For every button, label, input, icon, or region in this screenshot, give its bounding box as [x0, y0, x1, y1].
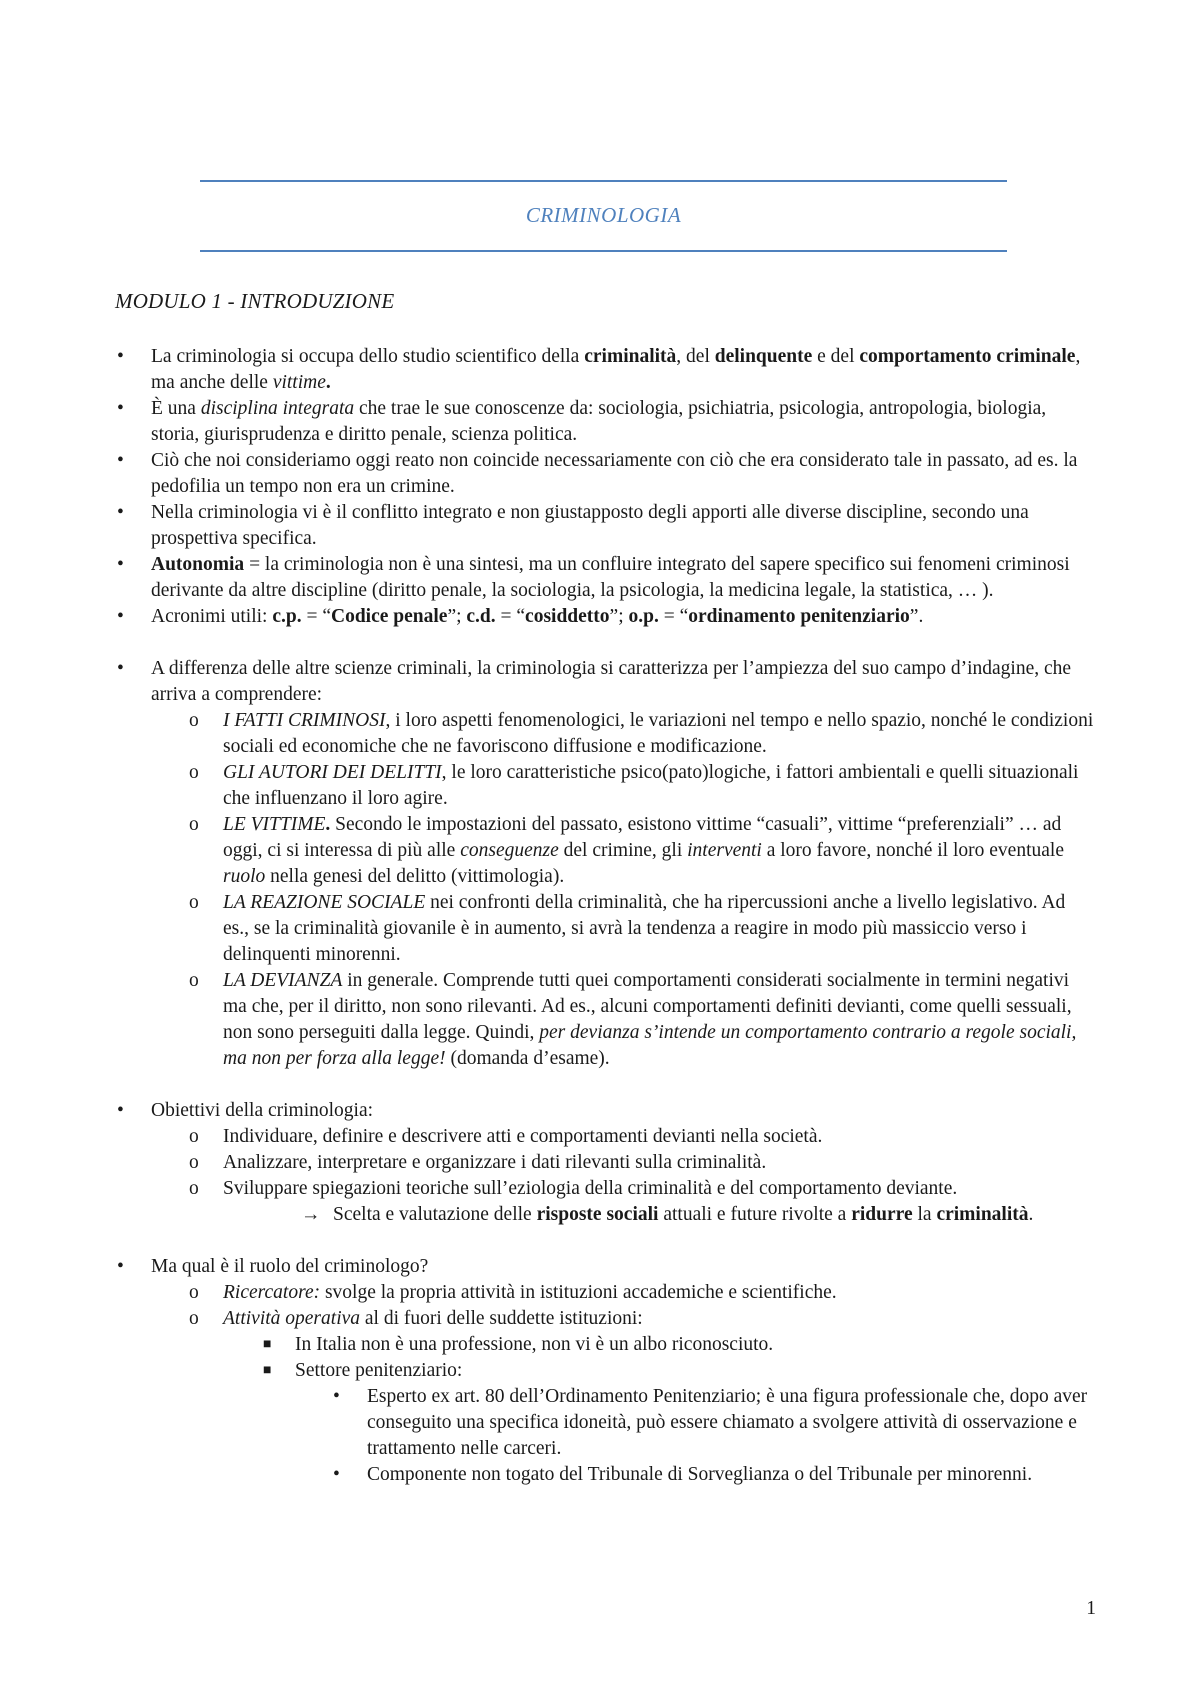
bullet-icon: •: [117, 1256, 124, 1277]
list-item: • Ciò che noi consideriamo oggi reato non coincide necessariamente con ciò che era considerato tale in passato, ad es. la pedofilia un tempo non era un crimine.: [117, 450, 1078, 497]
bullet-icon: •: [117, 658, 124, 679]
sub-sub-list-item: ■ In Italia non è una professione, non vi è un albo riconosciuto.: [259, 1332, 1095, 1358]
list-item: • È una disciplina integrata che trae le sue conoscenze da: sociologia, psichiatria, psicologia, antropologia, biologia, storia, giurisprudenza e diritto penale, scienza politica.: [117, 398, 1047, 445]
sub-list-item: o Individuare, definire e descrivere atti e comportamenti devianti nella società.: [187, 1124, 1095, 1150]
list-item: • Nella criminologia vi è il conflitto integrato e non giustapposto degli apporti alle diverse discipline, secondo una prospettiva specifica.: [117, 502, 1029, 549]
bullet-icon: •: [117, 450, 124, 471]
sub-list-item: o GLI AUTORI DEI DELITTI, le loro caratteristiche psico(pato)logiche, i fattori ambientali e quelli situazionali che influenzano il loro agire.: [189, 762, 1079, 809]
circle-bullet-icon: o: [189, 762, 199, 783]
title-bottom-rule: [200, 250, 1007, 252]
list-item: • Autonomia = la criminologia non è una sintesi, ma un confluire integrato del sapere specifico sui fenomeni criminosi derivante da altre discipline (diritto penale, la sociologia, la psicologia, la medicina legale, la statistica, … ).: [117, 554, 1070, 601]
sub-list-item: o Attività operativa al di fuori delle suddette istituzioni: ■ In Italia non è una professione, non vi è un albo riconosciuto. ■ Settore penitenziario: • Esperto ex art. 80 dell’Ordinamento Penitenziario; è una figura professionale che, dopo aver conseguito una specifica idoneità, può essere chiamato a svolgere attività di osservazione e trattamento nelle carceri. • Componente non togato del Tribunale di Sorveglianza o del Tribunale per minorenni.: [187, 1306, 1095, 1488]
sub-sub-list-item: ■ Settore penitenziario: • Esperto ex art. 80 dell’Ordinamento Penitenziario; è una figura professionale che, dopo aver conseguito una specifica idoneità, può essere chiamato a svolgere attività di osservazione e trattamento nelle carceri. • Componente non togato del Tribunale di Sorveglianza o del Tribunale per minorenni.: [259, 1358, 1095, 1488]
circle-bullet-icon: o: [189, 1152, 199, 1173]
circle-bullet-icon: o: [189, 970, 199, 991]
intro-list: [115, 344, 1095, 630]
bullet-icon: •: [117, 502, 124, 523]
circle-bullet-icon: o: [189, 892, 199, 913]
bullet-icon: •: [117, 398, 124, 419]
bullet-icon: •: [333, 1464, 340, 1485]
role-list: [115, 1254, 1095, 1488]
sub-list-item: o Sviluppare spiegazioni teoriche sull’eziologia della criminalità e del comportamento deviante. → Scelta e valutazione delle risposte sociali attuali e future rivolte a ridurre la criminalità.: [187, 1176, 1095, 1228]
list-item: • Acronimi utili: c.p. = “Codice penale”; c.d. = “cosiddetto”; o.p. = “ordinamento penitenziario”.: [115, 604, 1095, 630]
sub-list-item: o Analizzare, interpretare e organizzare i dati rilevanti sulla criminalità.: [187, 1150, 1095, 1176]
sub-list-item: o I FATTI CRIMINOSI, i loro aspetti fenomenologici, le variazioni nel tempo e nello spazio, nonché le condizioni sociali ed economiche che ne favoriscono diffusione e modificazione.: [189, 710, 1094, 757]
circle-bullet-icon: o: [189, 1308, 199, 1329]
bullet-icon: •: [117, 554, 124, 575]
arrow-item: → Scelta e valutazione delle risposte sociali attuali e future rivolte a ridurre la criminalità.: [223, 1202, 1095, 1228]
list-item: • Obiettivi della criminologia: o Individuare, definire e descrivere atti e comportamenti devianti nella società. o Analizzare, interpretare e organizzare i dati rilevanti sulla criminalità. o Sviluppare spiegazioni teoriche sull’eziologia della criminalità e del comportamento deviante. → Scelta e valutazione delle risposte sociali attuali e future rivolte a ridurre la criminalità.: [115, 1098, 1095, 1228]
section-heading: MODULO 1 - INTRODUZIONE: [115, 289, 395, 313]
sub-list-item: o LA REAZIONE SOCIALE nei confronti della criminalità, che ha ripercussioni anche a livello legislativo. Ad es., se la criminalità giovanile è in aumento, si avrà la tendenza a reagire in modo più massiccio verso i delinquenti minorenni.: [189, 892, 1066, 965]
sub-list-item: o LA DEVIANZA in generale. Comprende tutti quei comportamenti considerati socialmente in termini negativi ma che, per il diritto, non sono rilevanti. Ad es., alcuni comportamenti definiti devianti, come quelli sessuali, non sono perseguiti dalla legge. Quindi, per devianza s’intende un comportamento contrario a regole sociali, ma non per forza alla legge! (domanda d’esame).: [189, 970, 1077, 1069]
sub-list-item: o Ricercatore: svolge la propria attività in istituzioni accademiche e scientifiche.: [187, 1280, 1095, 1306]
circle-bullet-icon: o: [189, 1282, 199, 1303]
sub-list-item: o LE VITTIME. Secondo le impostazioni del passato, esistono vittime “casuali”, vittime “preferenziali” … ad oggi, ci si interessa di più alle conseguenze del crimine, gli interventi a loro favore, nonché il loro eventuale ruolo nella genesi del delitto (vittimologia).: [189, 814, 1064, 887]
list-item: • La criminologia si occupa dello studio scientifico della criminalità, del delinquente e del comportamento criminale, ma anche delle vittime.: [117, 346, 1081, 393]
circle-bullet-icon: o: [189, 814, 199, 835]
title-top-rule: [200, 180, 1007, 182]
document-body: [115, 344, 1095, 1488]
circle-bullet-icon: o: [189, 1178, 199, 1199]
square-bullet-icon: ■: [263, 1337, 272, 1352]
arrow-right-icon: →: [301, 1204, 321, 1225]
bullet-icon: •: [117, 346, 124, 367]
objectives-list: [115, 1098, 1095, 1228]
circle-bullet-icon: o: [189, 710, 199, 731]
scope-list: [115, 656, 1095, 1072]
circle-bullet-icon: o: [189, 1126, 199, 1147]
list-item: • A differenza delle altre scienze criminali, la criminologia si caratterizza per l’ampiezza del suo campo d’indagine, che arriva a comprendere: o I FATTI CRIMINOSI, i loro aspetti fenomenologici, le variazioni nel tempo e nello spazio, nonché le condizioni sociali ed economiche che ne favoriscono diffusione e modificazione. o GLI AUTORI DEI DELITTI, le loro caratteristiche psico(pato)logiche, i fattori ambientali e quelli situazionali che influenzano il loro agire. o LE VITTIME. Secondo le impostazioni del passato, esistono vittime “casuali”, vittime “preferenziali” … ad oggi, ci si interessa di più alle conseguenze del crimine, gli interventi a loro favore, nonché il loro eventuale ruolo nella genesi del delitto (vittimologia). o LA REAZIONE SOCIALE nei confronti della criminalità, che ha ripercussioni anche a livello legislativo. Ad es., se la criminalità giovanile è in aumento, si avrà la tendenza a reagire in modo più massiccio verso i delinquenti minorenni. o LA DEVIANZA in generale. Comprende tutti quei comportamenti considerati socialmente in termini negativi ma che, per il diritto, non sono rilevanti. Ad es., alcuni comportamenti definiti devianti, come quelli sessuali, non sono perseguiti dalla legge. Quindi, per devianza s’intende un comportamento contrario a regole sociali, ma non per forza alla legge! (domanda d’esame).: [115, 656, 1095, 1072]
document-title: CRIMINOLOGIA: [525, 203, 682, 227]
bullet-icon: •: [333, 1386, 340, 1407]
square-bullet-icon: ■: [263, 1363, 272, 1378]
page-number: 1: [1086, 1598, 1096, 1619]
bullet-icon: •: [117, 1100, 124, 1121]
nested-list-item: • Esperto ex art. 80 dell’Ordinamento Penitenziario; è una figura professionale che, dopo aver conseguito una specifica idoneità, può essere chiamato a svolgere attività di osservazione e trattamento nelle carceri.: [333, 1386, 1088, 1459]
nested-list-item: • Componente non togato del Tribunale di Sorveglianza o del Tribunale per minorenni.: [331, 1462, 1095, 1488]
list-item: • Ma qual è il ruolo del criminologo? o Ricercatore: svolge la propria attività in istituzioni accademiche e scientifiche. o Attività operativa al di fuori delle suddette istituzioni: ■ In Italia non è una professione, non vi è un albo riconosciuto. ■ Settore penitenziario: • Esperto ex art. 80 dell’Ordinamento Penitenziario; è una figura professionale che, dopo aver conseguito una specifica idoneità, può essere chiamato a svolgere attività di osservazione e trattamento nelle carceri. • Componente non togato del Tribunale di Sorveglianza o del Tribunale per minorenni.: [115, 1254, 1095, 1488]
bullet-icon: •: [117, 606, 124, 627]
